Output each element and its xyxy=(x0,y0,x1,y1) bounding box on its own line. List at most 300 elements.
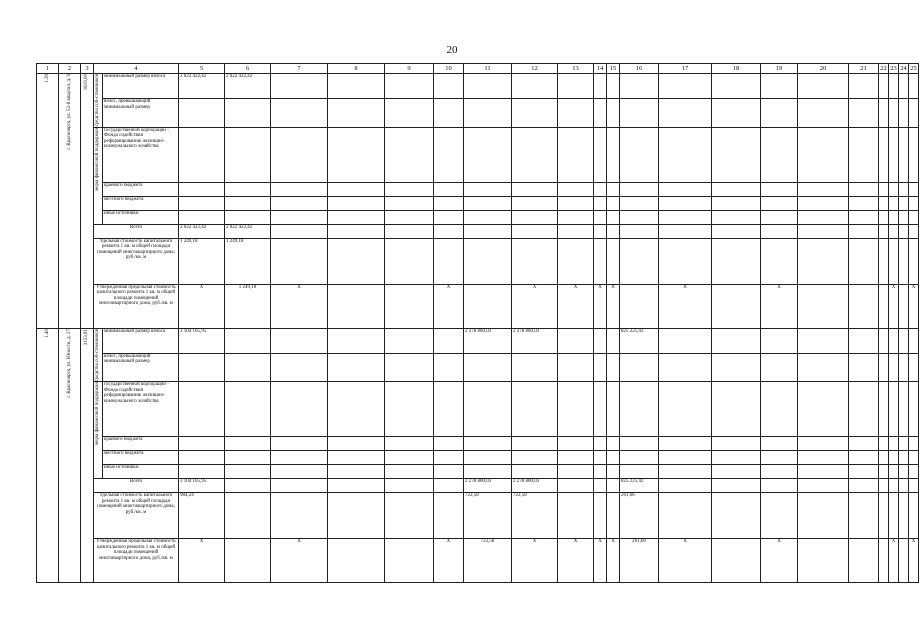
cell-c10 xyxy=(434,328,464,353)
header-col-13: 13 xyxy=(558,64,594,74)
entry-1.39-other-row xyxy=(37,210,919,224)
cell-c10 xyxy=(434,493,464,539)
cell-c9 xyxy=(385,99,434,127)
cell-c5: X xyxy=(179,284,225,328)
cell-c15 xyxy=(607,182,620,196)
cell-c19 xyxy=(761,182,798,196)
cell-c10 xyxy=(434,353,464,381)
cell-c12 xyxy=(512,224,558,238)
entry-1.39-min-row xyxy=(37,74,919,99)
cell-c25 xyxy=(909,451,919,465)
cell-c13 xyxy=(558,224,594,238)
cell-c9 xyxy=(385,284,434,328)
cell-c12 xyxy=(512,451,558,465)
cell-c5: X xyxy=(179,539,225,583)
cell-c11 xyxy=(464,127,512,182)
cell-c17 xyxy=(659,382,712,437)
cell-c23 xyxy=(889,238,899,284)
cell-c19 xyxy=(761,238,798,284)
cell-c21 xyxy=(849,99,879,127)
group-owners-funds: средства соб-ственников xyxy=(94,328,103,382)
entry-1.39-over-row xyxy=(37,99,919,127)
cell-c14 xyxy=(594,182,607,196)
cell-c25: X xyxy=(909,539,919,583)
cell-c15 xyxy=(607,224,620,238)
cell-c22 xyxy=(879,238,889,284)
entry-1.40-min-row xyxy=(37,328,919,353)
cell-c11: 722,58 xyxy=(464,493,512,539)
cell-c20 xyxy=(798,451,849,465)
cell-c8 xyxy=(328,437,385,451)
cell-c6: 2 022 422,42 xyxy=(225,224,271,238)
cell-c7 xyxy=(271,224,328,238)
cell-c16: 261,66 xyxy=(620,493,659,539)
entry-1.40-limit-row xyxy=(37,539,919,583)
cell-c14 xyxy=(594,224,607,238)
cell-c13 xyxy=(558,99,594,127)
row-label-total: Всего xyxy=(94,479,179,493)
cell-c8 xyxy=(328,284,385,328)
cell-c9 xyxy=(385,353,434,381)
cell-c14: X xyxy=(594,284,607,328)
cell-c9 xyxy=(385,74,434,99)
cell-c24 xyxy=(899,238,909,284)
cell-c8 xyxy=(328,465,385,479)
cell-c9 xyxy=(385,127,434,182)
cell-c17 xyxy=(659,210,712,224)
cell-c13 xyxy=(558,382,594,437)
cell-c15 xyxy=(607,99,620,127)
cell-c25: X xyxy=(909,284,919,328)
cell-c23 xyxy=(889,328,899,353)
cell-c23 xyxy=(889,382,899,437)
header-col-6: 6 xyxy=(225,64,271,74)
cell-c24 xyxy=(899,328,909,353)
header-col-11: 11 xyxy=(464,64,512,74)
cell-c18 xyxy=(712,127,761,182)
cell-c5: 2 022 422,42 xyxy=(179,74,225,99)
cell-c7 xyxy=(271,437,328,451)
cell-c24 xyxy=(899,479,909,493)
header-col-10: 10 xyxy=(434,64,464,74)
cell-c10 xyxy=(434,99,464,127)
cell-c6 xyxy=(225,353,271,381)
cell-c17: X xyxy=(659,539,712,583)
cell-c5 xyxy=(179,210,225,224)
cell-c6 xyxy=(225,99,271,127)
cell-c20 xyxy=(798,284,849,328)
cell-c14 xyxy=(594,382,607,437)
cell-c20 xyxy=(798,238,849,284)
cell-c25 xyxy=(909,99,919,127)
cell-c14 xyxy=(594,210,607,224)
cell-c21 xyxy=(849,210,879,224)
cell-c8 xyxy=(328,382,385,437)
header-col-21: 21 xyxy=(849,64,879,74)
cell-c8 xyxy=(328,479,385,493)
cell-c24 xyxy=(899,284,909,328)
cell-c23 xyxy=(889,196,899,210)
cell-c10 xyxy=(434,382,464,437)
cell-c22 xyxy=(879,284,889,328)
cell-c7 xyxy=(271,182,328,196)
cell-c5: 3 104 105,95 xyxy=(179,328,225,353)
cell-c21 xyxy=(849,479,879,493)
cell-c12 xyxy=(512,196,558,210)
cell-c7 xyxy=(271,210,328,224)
cell-c24 xyxy=(899,127,909,182)
cell-c19 xyxy=(761,127,798,182)
header-col-25: 25 xyxy=(910,65,917,72)
cell-c21 xyxy=(849,238,879,284)
cell-c5 xyxy=(179,127,225,182)
cell-c7 xyxy=(271,382,328,437)
cell-c19 xyxy=(761,74,798,99)
cell-c18 xyxy=(712,196,761,210)
cell-c14 xyxy=(594,493,607,539)
entry-number: 1.40 xyxy=(37,328,59,583)
cell-c5: 2 022 422,42 xyxy=(179,224,225,238)
cell-c6 xyxy=(225,479,271,493)
cell-c5 xyxy=(179,437,225,451)
cell-c12 xyxy=(512,74,558,99)
cell-c12 xyxy=(512,182,558,196)
cell-c10 xyxy=(434,479,464,493)
group-financial-support: меры финансовой поддержки xyxy=(94,382,103,479)
entry-1.40-unit-row xyxy=(37,493,919,539)
cell-c23 xyxy=(889,451,899,465)
cell-c6 xyxy=(225,493,271,539)
cell-c15 xyxy=(607,382,620,437)
entry-address: г. Красноярск, ул. 52-й квартал, д. 9 xyxy=(59,74,81,329)
cell-c16 xyxy=(620,210,659,224)
cell-c6: 1 249,18 xyxy=(225,238,271,284)
header-col-7: 7 xyxy=(271,64,328,74)
cell-c25 xyxy=(909,493,919,539)
cell-c23 xyxy=(889,127,899,182)
cell-c6 xyxy=(225,382,271,437)
cell-c21 xyxy=(849,127,879,182)
cell-c14 xyxy=(594,353,607,381)
cell-c19 xyxy=(761,353,798,381)
cell-c24 xyxy=(899,182,909,196)
cell-c17 xyxy=(659,493,712,539)
cell-c7: X xyxy=(271,284,328,328)
cell-c6 xyxy=(225,196,271,210)
cell-c25 xyxy=(909,238,919,284)
header-col-20: 20 xyxy=(798,64,849,74)
cell-c5 xyxy=(179,99,225,127)
entry-1.40-over-row xyxy=(37,353,919,381)
cell-c21 xyxy=(849,182,879,196)
cell-c23 xyxy=(889,493,899,539)
cell-c24 xyxy=(899,437,909,451)
cell-c19 xyxy=(761,196,798,210)
cell-c6 xyxy=(225,182,271,196)
cell-c9 xyxy=(385,437,434,451)
cell-c21 xyxy=(849,284,879,328)
cell-c6: 2 022 422,42 xyxy=(225,74,271,99)
cell-c21 xyxy=(849,382,879,437)
cell-c6 xyxy=(225,210,271,224)
cell-c11 xyxy=(464,99,512,127)
cell-c19 xyxy=(761,493,798,539)
cell-c11: 722,58 xyxy=(464,539,512,583)
cell-c13 xyxy=(558,196,594,210)
cell-c14: X xyxy=(594,539,607,583)
cell-c21 xyxy=(849,196,879,210)
cell-c15 xyxy=(607,127,620,182)
cell-c18 xyxy=(712,74,761,99)
cell-c25 xyxy=(909,437,919,451)
cell-c20 xyxy=(798,493,849,539)
cell-c7 xyxy=(271,99,328,127)
cell-c21 xyxy=(849,539,879,583)
cell-c16: 261,66 xyxy=(620,539,659,583)
cell-c7 xyxy=(271,353,328,381)
cell-c22 xyxy=(879,465,889,479)
cell-c11: 2 278 880,03 xyxy=(464,328,512,353)
cell-c24 xyxy=(899,465,909,479)
cell-c13 xyxy=(558,353,594,381)
cell-c18 xyxy=(712,493,761,539)
cell-c10 xyxy=(434,210,464,224)
cell-c15 xyxy=(607,210,620,224)
cell-c25 xyxy=(909,127,919,182)
cell-c10 xyxy=(434,451,464,465)
cell-c11 xyxy=(464,196,512,210)
cell-c14 xyxy=(594,437,607,451)
cell-c16 xyxy=(620,182,659,196)
cell-c23 xyxy=(889,99,899,127)
cell-c19 xyxy=(761,437,798,451)
cell-c13 xyxy=(558,465,594,479)
cell-c10: X xyxy=(434,284,464,328)
cell-c18 xyxy=(712,182,761,196)
cell-c11 xyxy=(464,382,512,437)
entry-area: 1619,00 xyxy=(81,74,94,329)
cell-c12: X xyxy=(512,284,558,328)
cell-c17 xyxy=(659,127,712,182)
cell-c23 xyxy=(889,479,899,493)
cell-c16 xyxy=(620,353,659,381)
source-label-other: иные источники xyxy=(103,210,179,224)
cell-c7 xyxy=(271,328,328,353)
cell-c5: 1 249,18 xyxy=(179,238,225,284)
cell-c24 xyxy=(899,493,909,539)
cell-c24 xyxy=(899,74,909,99)
cell-c5 xyxy=(179,353,225,381)
cell-c20 xyxy=(798,74,849,99)
cell-c23: X xyxy=(889,284,899,328)
cell-c23 xyxy=(889,465,899,479)
cell-c9 xyxy=(385,479,434,493)
cell-c20 xyxy=(798,224,849,238)
source-label-min: минимальный размер взноса xyxy=(103,74,179,99)
cell-c20 xyxy=(798,353,849,381)
cell-c5: 3 104 105,95 xyxy=(179,479,225,493)
cell-c5: 984,24 xyxy=(179,493,225,539)
cell-c23 xyxy=(889,74,899,99)
entry-1.39-total-row xyxy=(37,224,919,238)
cell-c19 xyxy=(761,328,798,353)
cell-c10 xyxy=(434,196,464,210)
cell-c22 xyxy=(879,493,889,539)
cell-c9 xyxy=(385,465,434,479)
cell-c10 xyxy=(434,465,464,479)
cell-c6 xyxy=(225,328,271,353)
row-label-limit: Утвержденная предельная стоимость капитального ремонта 1 кв. м общей площади помещений многоквартирного дома, руб./кв. м xyxy=(94,539,179,583)
cell-c14 xyxy=(594,74,607,99)
cell-c16 xyxy=(620,196,659,210)
cell-c24 xyxy=(899,353,909,381)
cell-c10 xyxy=(434,182,464,196)
cell-c12 xyxy=(512,437,558,451)
cell-c21 xyxy=(849,451,879,465)
header-col-1: 1 xyxy=(37,64,59,74)
cell-c19: X xyxy=(761,284,798,328)
cell-c13 xyxy=(558,74,594,99)
cell-c22 xyxy=(879,328,889,353)
entry-1.39-fund-row xyxy=(37,127,919,182)
cell-c9 xyxy=(385,451,434,465)
cell-c14 xyxy=(594,99,607,127)
cell-c17 xyxy=(659,353,712,381)
entry-area: 3153,81 xyxy=(81,328,94,583)
row-label-total: Всего xyxy=(94,224,179,238)
cell-c15 xyxy=(607,465,620,479)
cell-c19 xyxy=(761,382,798,437)
cell-c16 xyxy=(620,382,659,437)
cell-c13 xyxy=(558,328,594,353)
cell-c13 xyxy=(558,210,594,224)
entry-number: 1.39 xyxy=(37,74,59,329)
cell-c21 xyxy=(849,493,879,539)
cell-c23: X xyxy=(889,539,899,583)
cell-c16 xyxy=(620,74,659,99)
cell-c6 xyxy=(225,539,271,583)
header-col-22: 22 xyxy=(880,65,887,72)
cell-c22 xyxy=(879,451,889,465)
cell-c9 xyxy=(385,238,434,284)
cell-c20 xyxy=(798,196,849,210)
cell-c12 xyxy=(512,465,558,479)
cell-c25 xyxy=(909,210,919,224)
cell-c5 xyxy=(179,382,225,437)
header-col-9: 9 xyxy=(385,64,434,74)
cell-c22 xyxy=(879,196,889,210)
cell-c25 xyxy=(909,196,919,210)
cell-c20 xyxy=(798,328,849,353)
cell-c15 xyxy=(607,328,620,353)
cell-c8 xyxy=(328,451,385,465)
cell-c11: 2 278 880,03 xyxy=(464,479,512,493)
cell-c10 xyxy=(434,238,464,284)
cell-c18 xyxy=(712,382,761,437)
cell-c8 xyxy=(328,196,385,210)
cell-c7 xyxy=(271,238,328,284)
source-label-local: местного бюджета xyxy=(103,451,179,465)
cell-c9 xyxy=(385,382,434,437)
cell-c15 xyxy=(607,493,620,539)
cell-c11 xyxy=(464,451,512,465)
cell-c17 xyxy=(659,74,712,99)
cell-c9 xyxy=(385,493,434,539)
cell-c18 xyxy=(712,437,761,451)
cell-c13 xyxy=(558,479,594,493)
entry-1.39-local-row xyxy=(37,196,919,210)
cell-c10 xyxy=(434,74,464,99)
cell-c12: 2 278 880,03 xyxy=(512,479,558,493)
cell-c18 xyxy=(712,224,761,238)
source-label-over: взнос, превышающий минимальный размер xyxy=(103,99,179,127)
cell-c21 xyxy=(849,465,879,479)
cell-c24 xyxy=(899,539,909,583)
cell-c10 xyxy=(434,224,464,238)
header-col-2: 2 xyxy=(59,64,81,74)
cell-c25 xyxy=(909,182,919,196)
cell-c22 xyxy=(879,437,889,451)
cell-c13: X xyxy=(558,284,594,328)
cell-c5 xyxy=(179,196,225,210)
cell-c11 xyxy=(464,353,512,381)
cell-c13 xyxy=(558,437,594,451)
cell-c9 xyxy=(385,196,434,210)
cell-c15 xyxy=(607,353,620,381)
cell-c23 xyxy=(889,224,899,238)
cell-c6 xyxy=(225,451,271,465)
row-label-unit: Удельная стоимость капитального ремонта 1 кв. м общей площади помещений многоквартирного дома, руб./кв. м xyxy=(94,493,179,539)
cell-c10: X xyxy=(434,539,464,583)
cell-c20 xyxy=(798,479,849,493)
cell-c16 xyxy=(620,451,659,465)
cell-c15 xyxy=(607,238,620,284)
cell-c20 xyxy=(798,382,849,437)
cell-c16 xyxy=(620,284,659,328)
cell-c22 xyxy=(879,479,889,493)
cell-c21 xyxy=(849,437,879,451)
cell-c8 xyxy=(328,182,385,196)
source-label-fund: государственной корпорации - Фонда содействия реформированию жилищно-коммунального хозяйства xyxy=(103,127,179,182)
header-col-19: 19 xyxy=(761,64,798,74)
cell-c7 xyxy=(271,479,328,493)
cell-c5 xyxy=(179,451,225,465)
entry-1.39-limit-row xyxy=(37,284,919,328)
cell-c17 xyxy=(659,328,712,353)
cell-c22 xyxy=(879,382,889,437)
cell-c15 xyxy=(607,74,620,99)
cell-c24 xyxy=(899,99,909,127)
header-col-3: 3 xyxy=(81,64,94,74)
cell-c9 xyxy=(385,539,434,583)
cell-c19 xyxy=(761,210,798,224)
cell-c14 xyxy=(594,238,607,284)
cell-c16: 825 225,92 xyxy=(620,328,659,353)
header-col-12: 12 xyxy=(512,64,558,74)
cell-c11 xyxy=(464,210,512,224)
cell-c18 xyxy=(712,353,761,381)
cell-c13 xyxy=(558,238,594,284)
cell-c17 xyxy=(659,465,712,479)
cell-c16: 825 225,92 xyxy=(620,479,659,493)
cell-c17 xyxy=(659,437,712,451)
cell-c11 xyxy=(464,465,512,479)
cell-c15 xyxy=(607,196,620,210)
cell-c12 xyxy=(512,353,558,381)
cell-c19: X xyxy=(761,539,798,583)
cell-c25 xyxy=(909,224,919,238)
cell-c14 xyxy=(594,196,607,210)
